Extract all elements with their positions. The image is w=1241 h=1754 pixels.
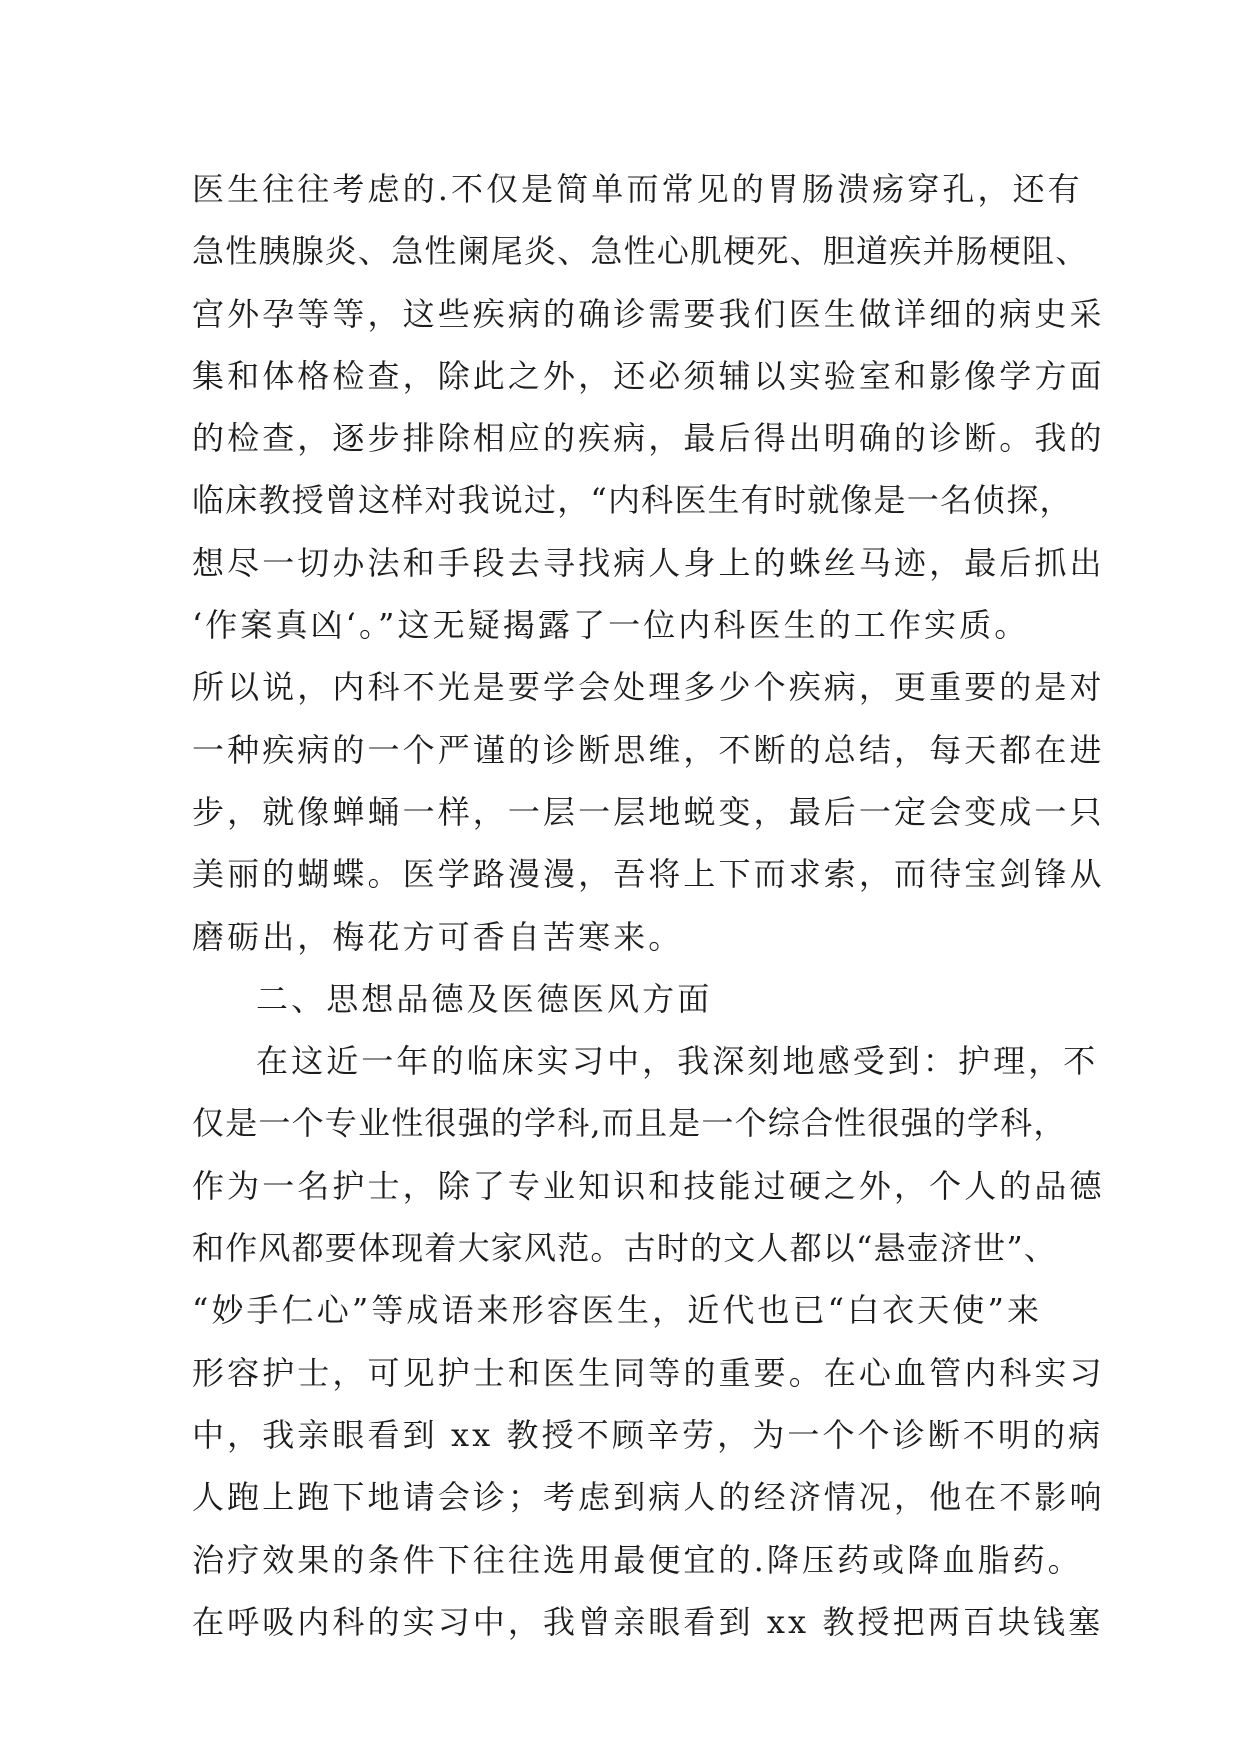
- text-line: 急性胰腺炎、急性阑尾炎、急性心肌梗死、胆道疾并肠梗阻、: [192, 232, 1089, 271]
- text-line: 中，我亲眼看到 xx 教授不顾辛劳，为一个个诊断不明的病: [192, 1415, 1104, 1454]
- text-line: 一种疾病的一个严谨的诊断思维，不断的总结，每天都在进: [192, 730, 1105, 769]
- text-line: 治疗效果的条件下往往选用最便宜的.降压药或降血脂药。: [192, 1540, 1083, 1579]
- text-line: 人跑上跑下地请会诊；考虑到病人的经济情况，他在不影响: [192, 1478, 1105, 1517]
- text-line: “妙手仁心”等成语来形容医生，近代也已“白衣天使”来: [192, 1291, 1043, 1330]
- text-line: 所以说，内科不光是要学会处理多少个疾病，更重要的是对: [192, 668, 1105, 707]
- text-line: 在呼吸内科的实习中，我曾亲眼看到 xx 教授把两百块钱塞: [192, 1602, 1104, 1641]
- text-line: ‘作案真凶‘。”这无疑揭露了一位内科医生的工作实质。: [192, 606, 1030, 645]
- text-line: 形容护士，可见护士和医生同等的重要。在心血管内科实习: [192, 1353, 1105, 1392]
- text-line: 在这近一年的临床实习中，我深刻地感受到：护理，不: [256, 1042, 1099, 1081]
- text-line: 宫外孕等等，这些疾病的确诊需要我们医生做详细的病史采: [192, 294, 1105, 333]
- section-heading: 二、思想品德及医德医风方面: [256, 979, 713, 1018]
- text-line: 的检查，逐步排除相应的疾病，最后得出明确的诊断。我的: [192, 419, 1105, 458]
- text-line: 集和体格检查，除此之外，还必须辅以实验室和影像学方面: [192, 356, 1105, 395]
- text-line: 医生往往考虑的.不仅是简单而常见的胃肠溃疡穿孔，还有: [192, 170, 1083, 208]
- text-line: 仅是一个专业性很强的学科,而且是一个综合性很强的学科，: [192, 1104, 1067, 1143]
- text-line: 和作风都要体现着大家风范。古时的文人都以“悬壶济世”、: [192, 1229, 1058, 1268]
- text-line: 想尽一切办法和手段去寻找病人身上的蛛丝马迹，最后抓出: [192, 543, 1105, 582]
- text-line: 美丽的蝴蝶。医学路漫漫，吾将上下而求索，而待宝剑锋从: [192, 855, 1105, 894]
- document-body: [192, 158, 1105, 1653]
- text-line: 临床教授曾这样对我说过，“内科医生有时就像是一名侦探，: [192, 481, 1073, 520]
- text-line: 作为一名护士，除了专业知识和技能过硬之外，个人的品德: [192, 1166, 1105, 1205]
- text-line: 步，就像蝉蛹一样，一层一层地蜕变，最后一定会变成一只: [192, 792, 1105, 831]
- text-line: 磨砺出，梅花方可香自苦寒来。: [192, 917, 684, 956]
